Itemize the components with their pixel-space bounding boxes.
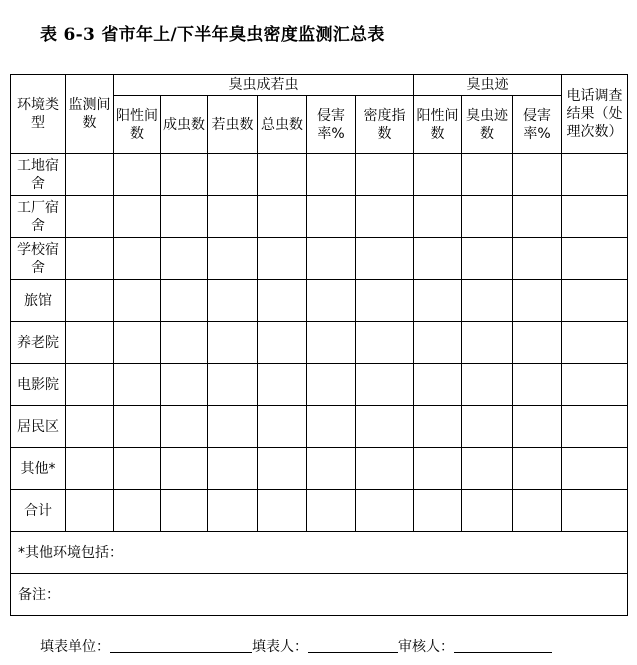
data-cell[interactable]: [307, 154, 356, 196]
footer-unit-blank[interactable]: [110, 638, 252, 653]
data-cell[interactable]: [356, 322, 414, 364]
data-cell[interactable]: [161, 280, 208, 322]
table-row: [11, 196, 628, 238]
header-row-1: [11, 75, 628, 96]
data-cell[interactable]: [356, 196, 414, 238]
data-cell[interactable]: [161, 490, 208, 532]
data-cell[interactable]: [258, 490, 307, 532]
data-cell[interactable]: [66, 280, 114, 322]
note-remarks: 备注：: [11, 574, 628, 616]
data-cell[interactable]: [414, 154, 462, 196]
data-cell[interactable]: [208, 154, 258, 196]
data-cell[interactable]: [562, 238, 628, 280]
data-cell[interactable]: [513, 448, 562, 490]
data-cell[interactable]: [462, 490, 513, 532]
row-label: 居民区: [11, 406, 66, 448]
data-cell[interactable]: [462, 154, 513, 196]
data-cell[interactable]: [513, 322, 562, 364]
data-cell[interactable]: [462, 364, 513, 406]
data-cell[interactable]: [562, 406, 628, 448]
data-cell[interactable]: [562, 196, 628, 238]
data-cell[interactable]: [66, 364, 114, 406]
data-cell[interactable]: [161, 322, 208, 364]
table-row: [11, 406, 628, 448]
data-cell[interactable]: [414, 406, 462, 448]
data-cell[interactable]: [513, 154, 562, 196]
header-group-adult: 臭虫成若虫: [114, 75, 414, 96]
table-row: [11, 364, 628, 406]
data-cell[interactable]: [208, 364, 258, 406]
header-env-type: 环境类型: [11, 75, 66, 154]
footer-filler-blank[interactable]: [308, 638, 398, 653]
data-cell[interactable]: [307, 406, 356, 448]
header-phone-survey: 电话调查结果（处理次数）: [562, 75, 628, 154]
data-cell[interactable]: [66, 490, 114, 532]
data-cell[interactable]: [513, 406, 562, 448]
data-cell[interactable]: [414, 196, 462, 238]
data-cell[interactable]: [307, 364, 356, 406]
data-cell[interactable]: [562, 448, 628, 490]
summary-table: [10, 74, 628, 616]
data-cell[interactable]: [307, 448, 356, 490]
note-other-environments: *其他环境包括：: [11, 532, 628, 574]
data-cell[interactable]: [208, 322, 258, 364]
data-cell[interactable]: [562, 154, 628, 196]
row-label: 电影院: [11, 364, 66, 406]
table-row: [11, 238, 628, 280]
data-cell[interactable]: [66, 322, 114, 364]
data-cell[interactable]: [307, 238, 356, 280]
data-cell[interactable]: [356, 490, 414, 532]
data-cell[interactable]: [307, 490, 356, 532]
note-row-other: [11, 532, 628, 574]
table-body: [11, 154, 628, 532]
form-footer: [40, 636, 552, 656]
footer-reviewer-blank[interactable]: [454, 638, 552, 653]
row-label: 其他*: [11, 448, 66, 490]
table-row: [11, 448, 628, 490]
data-cell[interactable]: [66, 196, 114, 238]
data-cell[interactable]: [462, 196, 513, 238]
header-trace-positive-rooms: 阳性间数: [414, 96, 462, 154]
header-trace-infestation-rate: 侵害率%: [513, 96, 562, 154]
header-density-index: 密度指数: [356, 96, 414, 154]
data-cell[interactable]: [562, 364, 628, 406]
data-cell[interactable]: [258, 154, 307, 196]
row-label: 养老院: [11, 322, 66, 364]
data-cell[interactable]: [513, 196, 562, 238]
data-cell[interactable]: [114, 280, 161, 322]
data-cell[interactable]: [161, 154, 208, 196]
data-cell[interactable]: [258, 364, 307, 406]
data-cell[interactable]: [307, 280, 356, 322]
data-cell[interactable]: [356, 406, 414, 448]
table-row: [11, 322, 628, 364]
footer-unit-label: 填表单位：: [40, 639, 110, 655]
header-nymph-count: 若虫数: [208, 96, 258, 154]
data-cell[interactable]: [462, 406, 513, 448]
data-cell[interactable]: [356, 154, 414, 196]
row-label: 合计: [11, 490, 66, 532]
data-cell[interactable]: [513, 490, 562, 532]
header-trace-count: 臭虫迹数: [462, 96, 513, 154]
footer-reviewer-label: 审核人：: [398, 639, 454, 655]
data-cell[interactable]: [114, 490, 161, 532]
data-cell[interactable]: [161, 448, 208, 490]
note-row-remarks: [11, 574, 628, 616]
row-label: 学校宿舍: [11, 238, 66, 280]
data-cell[interactable]: [161, 364, 208, 406]
data-cell[interactable]: [414, 238, 462, 280]
data-cell[interactable]: [114, 196, 161, 238]
footer-filler-label: 填表人：: [252, 639, 308, 655]
data-cell[interactable]: [307, 196, 356, 238]
data-cell[interactable]: [513, 364, 562, 406]
data-cell[interactable]: [258, 280, 307, 322]
data-cell[interactable]: [208, 196, 258, 238]
data-cell[interactable]: [414, 364, 462, 406]
data-cell[interactable]: [462, 322, 513, 364]
row-label: 工厂宿舍: [11, 196, 66, 238]
data-cell[interactable]: [208, 238, 258, 280]
data-cell[interactable]: [114, 406, 161, 448]
data-cell[interactable]: [307, 322, 356, 364]
data-cell[interactable]: [562, 322, 628, 364]
table-row: [11, 154, 628, 196]
data-cell[interactable]: [562, 280, 628, 322]
data-cell[interactable]: [356, 448, 414, 490]
data-cell[interactable]: [161, 196, 208, 238]
table-row: [11, 280, 628, 322]
data-cell[interactable]: [258, 448, 307, 490]
header-total-count: 总虫数: [258, 96, 307, 154]
data-cell[interactable]: [414, 280, 462, 322]
data-cell[interactable]: [562, 490, 628, 532]
header-adult-infestation-rate: 侵害率%: [307, 96, 356, 154]
data-cell[interactable]: [513, 280, 562, 322]
data-cell[interactable]: [258, 196, 307, 238]
data-cell[interactable]: [356, 238, 414, 280]
data-cell[interactable]: [208, 490, 258, 532]
data-cell[interactable]: [462, 448, 513, 490]
data-cell[interactable]: [114, 322, 161, 364]
data-cell[interactable]: [114, 154, 161, 196]
data-cell[interactable]: [66, 406, 114, 448]
data-cell[interactable]: [161, 238, 208, 280]
data-cell[interactable]: [513, 238, 562, 280]
data-cell[interactable]: [414, 322, 462, 364]
row-label: 工地宿舍: [11, 154, 66, 196]
header-group-trace: 臭虫迹: [414, 75, 562, 96]
data-cell[interactable]: [114, 238, 161, 280]
data-cell[interactable]: [114, 364, 161, 406]
data-cell[interactable]: [208, 280, 258, 322]
data-cell[interactable]: [356, 280, 414, 322]
table-title: 表 6-3 省市年上/下半年臭虫密度监测汇总表: [40, 25, 385, 45]
header-adult-count: 成虫数: [161, 96, 208, 154]
data-cell[interactable]: [208, 406, 258, 448]
data-cell[interactable]: [462, 238, 513, 280]
data-cell[interactable]: [114, 448, 161, 490]
data-cell[interactable]: [258, 238, 307, 280]
data-cell[interactable]: [258, 322, 307, 364]
data-cell[interactable]: [161, 406, 208, 448]
data-cell[interactable]: [414, 490, 462, 532]
header-monitor-rooms: 监测间数: [66, 75, 114, 154]
data-cell[interactable]: [414, 448, 462, 490]
table-row: [11, 490, 628, 532]
row-label: 旅馆: [11, 280, 66, 322]
data-cell[interactable]: [462, 280, 513, 322]
header-adult-positive-rooms: 阳性间数: [114, 96, 161, 154]
data-cell[interactable]: [208, 448, 258, 490]
data-cell[interactable]: [66, 448, 114, 490]
data-cell[interactable]: [258, 406, 307, 448]
data-cell[interactable]: [356, 364, 414, 406]
data-cell[interactable]: [66, 154, 114, 196]
data-cell[interactable]: [66, 238, 114, 280]
